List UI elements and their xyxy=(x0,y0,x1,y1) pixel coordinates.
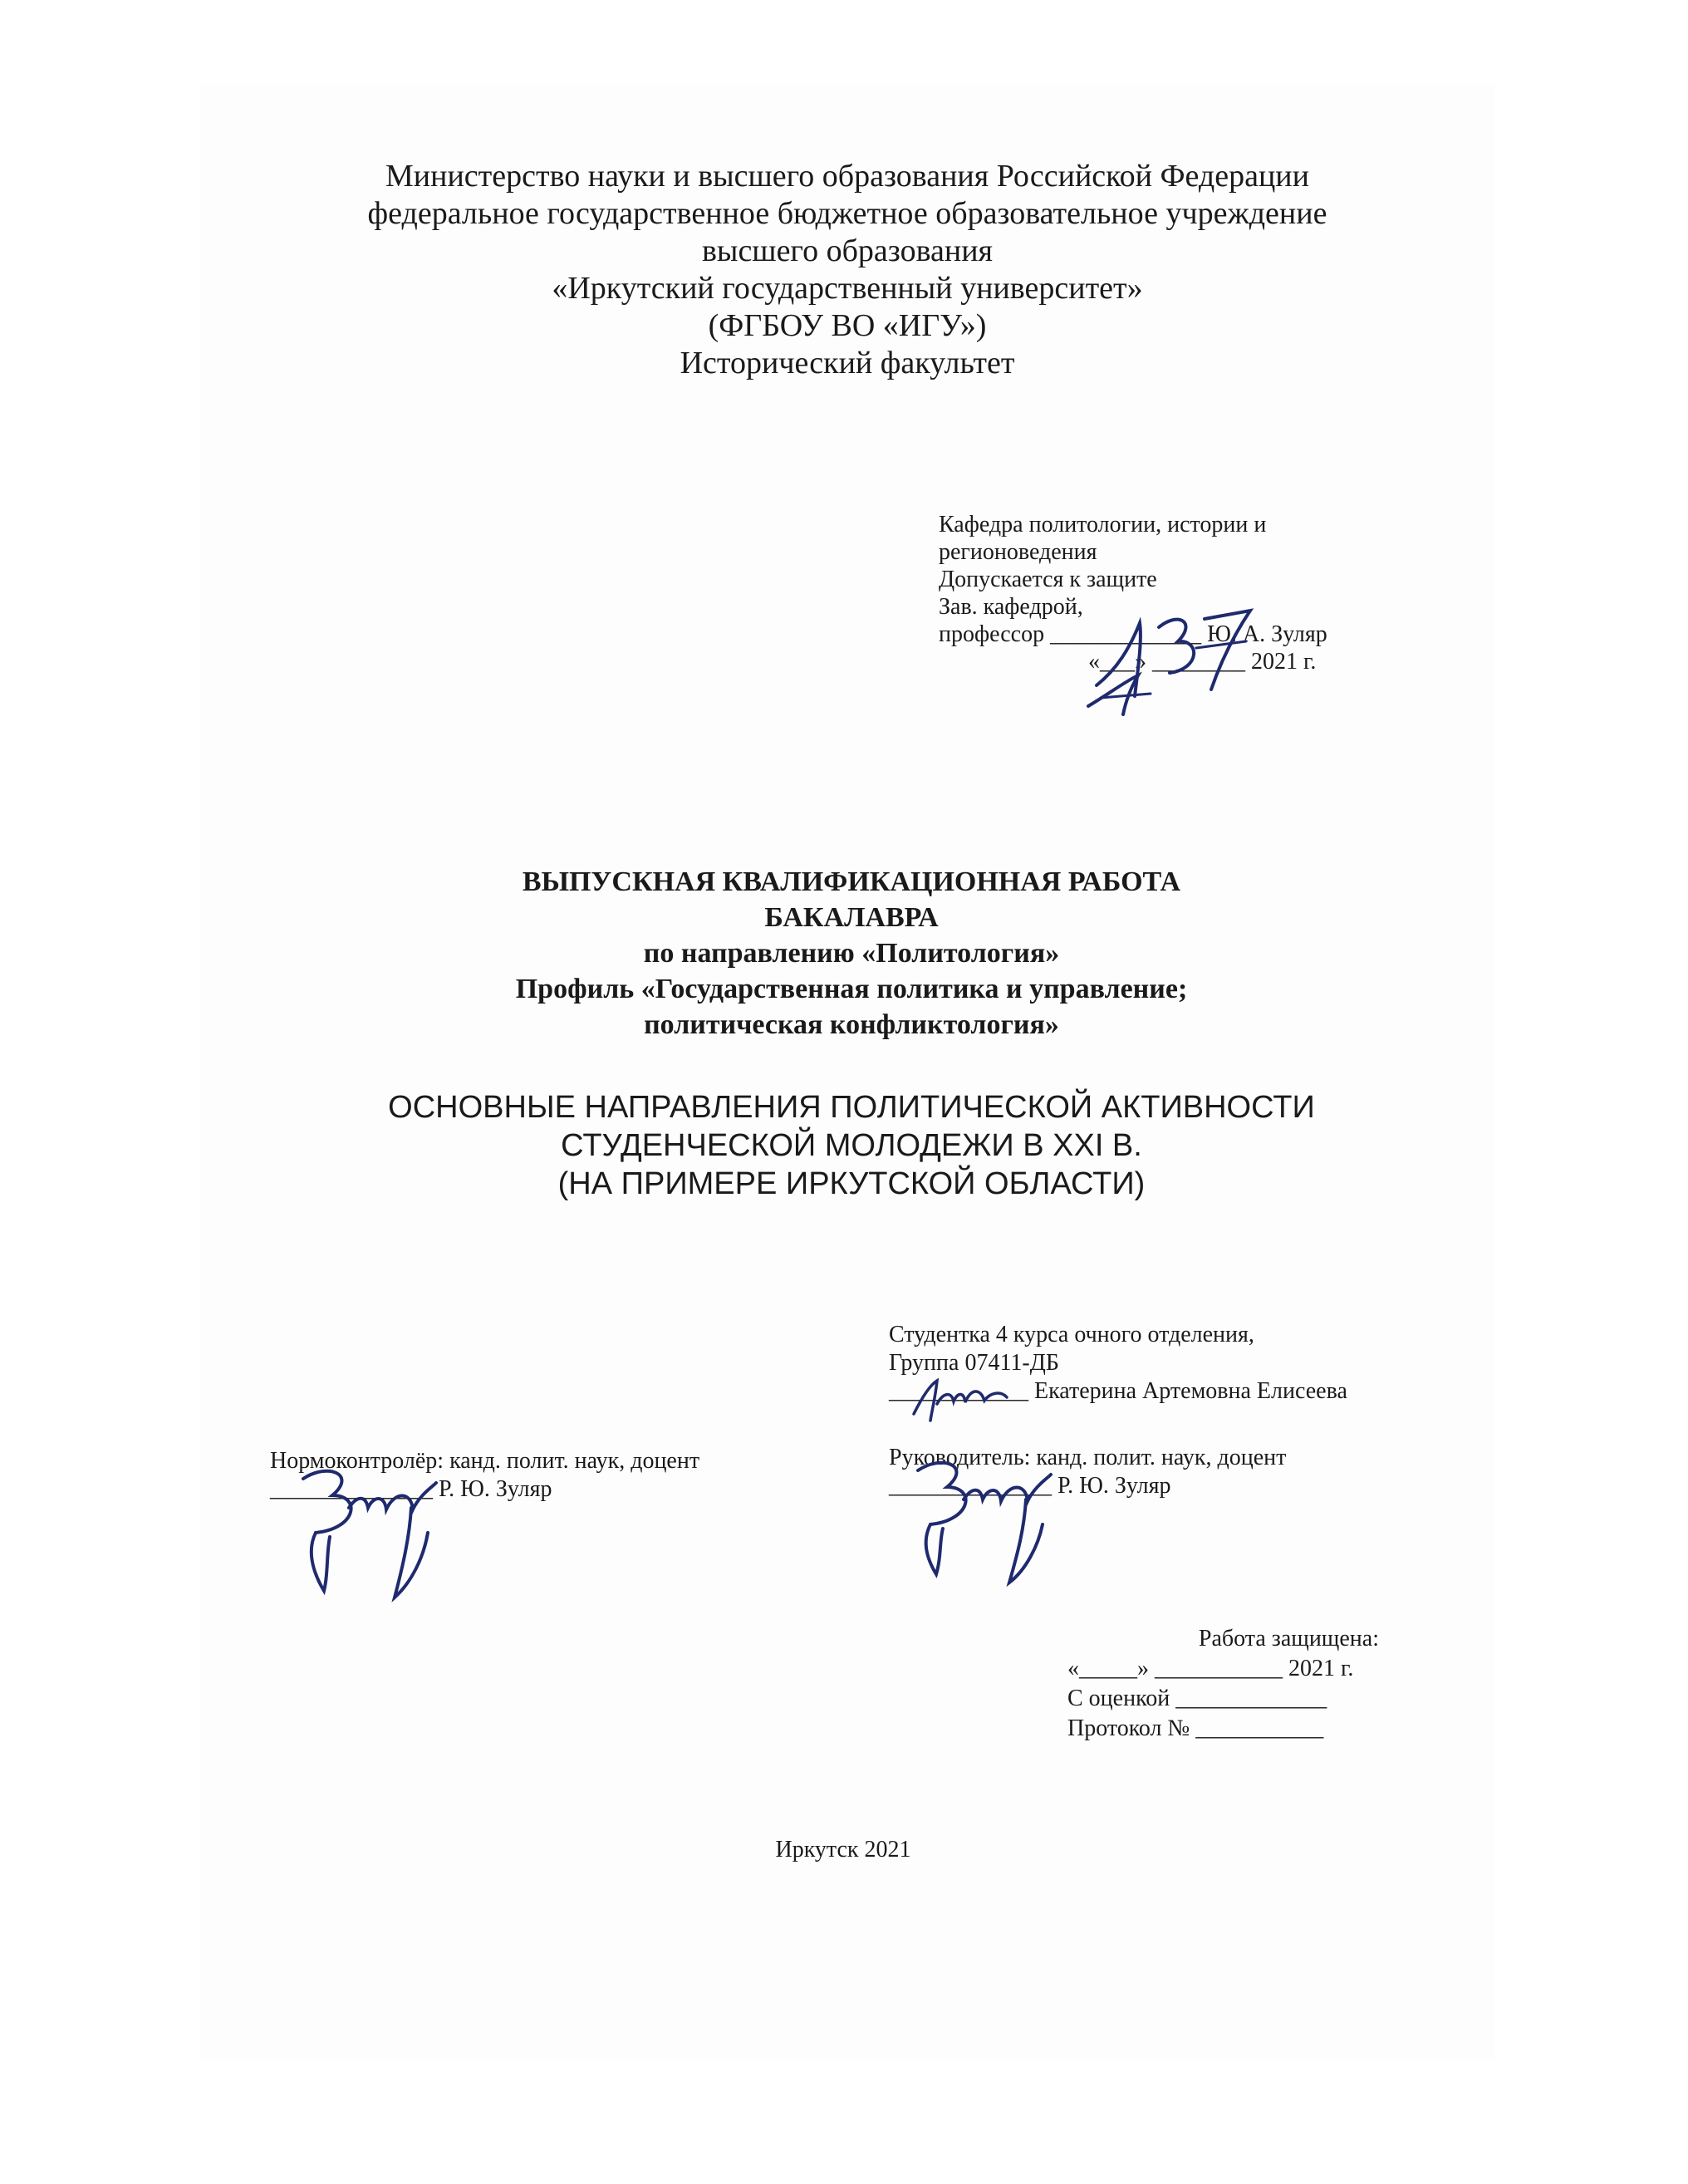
city-year: Иркутск 2021 xyxy=(775,1837,911,1863)
topic-line-2: СТУДЕНЧЕСКОЙ МОЛОДЕЖИ В XXI В. xyxy=(561,1128,1142,1163)
institution-type-line: федеральное государственное бюджетное образовательное учреждение xyxy=(367,196,1327,231)
supervisor-signature-line: ______________ Р. Ю. Зуляр xyxy=(889,1473,1171,1499)
topic-line-1: ОСНОВНЫЕ НАПРАВЛЕНИЯ ПОЛИТИЧЕСКОЙ АКТИВНОСТИ xyxy=(388,1090,1315,1125)
direction-line: по направлению «Политология» xyxy=(643,938,1060,969)
profile-line-2: политическая конфликтология» xyxy=(644,1009,1059,1040)
work-type-line: ВЫПУСКНАЯ КВАЛИФИКАЦИОННАЯ РАБОТА xyxy=(522,866,1181,897)
defense-block xyxy=(1067,1624,1416,1744)
education-level-line: высшего образования xyxy=(701,233,994,268)
defense-date-line: «_____» ___________ 2021 г. xyxy=(1067,1656,1354,1681)
topic-line-3: (НА ПРИМЕРЕ ИРКУТСКОЙ ОБЛАСТИ) xyxy=(557,1166,1146,1201)
supervisor-block xyxy=(889,1444,1429,1500)
admission-line: Допускается к защите xyxy=(939,567,1157,592)
department-line-2: регионоведения xyxy=(939,539,1097,565)
department-line-1: Кафедра политологии, истории и xyxy=(939,512,1267,537)
supervisor-title-line: Руководитель: канд. полит. наук, доцент xyxy=(889,1445,1287,1470)
thesis-topic xyxy=(332,1088,1371,1203)
protocol-line: Протокол № ___________ xyxy=(1067,1715,1324,1741)
grade-line: С оценкой _____________ xyxy=(1067,1686,1327,1711)
student-course-line: Студентка 4 курса очного отделения, xyxy=(889,1322,1254,1347)
faculty-line: Исторический факультет xyxy=(680,346,1015,380)
university-abbr-line: (ФГБОУ ВО «ИГУ») xyxy=(708,308,987,343)
work-title-block xyxy=(374,864,1329,1043)
institution-header xyxy=(332,158,1362,382)
profile-line-1: Профиль «Государственная политика и управление; xyxy=(515,974,1188,1004)
normcontrol-block xyxy=(270,1447,818,1504)
degree-line: БАКАЛАВРА xyxy=(764,902,939,933)
ministry-line: Министерство науки и высшего образования Российской Федерации xyxy=(385,159,1309,194)
approval-date-line: «___» ________ 2021 г. xyxy=(1088,649,1317,675)
normcontrol-signature-line: ______________ Р. Ю. Зуляр xyxy=(270,1476,552,1502)
university-name-line: «Иркутский государственный университет» xyxy=(552,271,1143,306)
student-group-line: Группа 07411-ДБ xyxy=(889,1350,1059,1376)
head-of-department-line: Зав. кафедрой, xyxy=(939,594,1083,620)
professor-signature-line: профессор _____________ Ю. А. Зуляр xyxy=(939,621,1327,647)
approval-block xyxy=(939,511,1404,675)
student-name-line: ____________ Екатерина Артемовна Елисеева xyxy=(889,1378,1347,1404)
normcontrol-title-line: Нормоконтролёр: канд. полит. наук, доцент xyxy=(270,1448,700,1474)
defense-status-line: Работа защищена: xyxy=(1198,1626,1379,1651)
student-block xyxy=(889,1321,1429,1406)
